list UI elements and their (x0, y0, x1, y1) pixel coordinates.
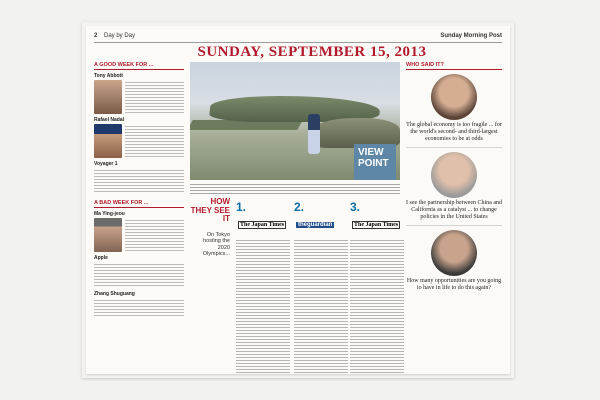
newspaper-page (86, 26, 510, 374)
page-date: SUNDAY, SEPTEMBER 15, 2013 (197, 44, 427, 60)
quote-portrait-1 (431, 74, 477, 120)
opinion-column-3 (350, 198, 404, 366)
left-column (94, 62, 184, 368)
quote-portrait-2 (431, 152, 477, 198)
bad-week-person-3: Zhang Shuguang (94, 291, 135, 297)
quote-portrait-3 (431, 230, 477, 276)
opinion-column-1 (236, 198, 290, 366)
column-number: 3. (350, 200, 361, 214)
divider (406, 147, 502, 148)
how-they-see-it-subtitle: On Tokyo hosting the 2020 Olympics... (202, 231, 230, 257)
rafael-nadal-photo (94, 124, 122, 158)
tony-abbott-photo (94, 80, 122, 114)
who-said-it-heading: WHO SAID IT? (406, 62, 502, 70)
article-text (125, 80, 184, 114)
quote-1: The global economy is too fragile ... for the world's second- and third-largest economies to be at odds (406, 122, 502, 142)
article-text (94, 298, 184, 318)
how-they-see-it-title: HOW THEY SEE IT (190, 197, 230, 223)
section-name: Day by Day (104, 33, 136, 39)
source-logo: The Japan Times (354, 222, 399, 228)
ma-ying-jeou-photo (94, 218, 122, 252)
opinion-column-2 (294, 198, 348, 366)
column-number: 2. (294, 200, 305, 214)
good-week-person-1: Tony Abbott (94, 73, 123, 79)
bad-week-heading: A BAD WEEK FOR ... (94, 200, 184, 208)
article-text (125, 124, 184, 158)
quote-2: I see the partnership between China and California as a catalyst ... to change policies in the United States (406, 200, 502, 220)
article-text (94, 168, 184, 194)
article-text (236, 238, 290, 374)
bad-week-person-2: Apple (94, 255, 108, 261)
header-rule (94, 42, 502, 43)
bad-week-person-1: Ma Ying-jeou (94, 211, 125, 217)
good-week-person-2: Rafael Nadal (94, 117, 125, 123)
good-week-person-3: Voyager 1 (94, 161, 118, 167)
article-text (294, 238, 348, 374)
source-logo: The Japan Times (240, 222, 285, 228)
good-week-heading: A GOOD WEEK FOR ... (94, 62, 184, 70)
column-number: 1. (236, 200, 247, 214)
viewpoint-badge: VIEW POINT (354, 144, 396, 180)
divider (406, 225, 502, 226)
article-text (125, 218, 184, 252)
quote-3: How many opportunities are you going to have in life to do this again? (406, 278, 502, 291)
how-they-see-it-box (190, 198, 230, 368)
page-header (94, 32, 502, 42)
page-number: 2 (94, 33, 98, 39)
right-column (406, 62, 502, 368)
child-figure (308, 114, 320, 154)
masthead: Sunday Morning Post (440, 33, 502, 39)
source-logo: theguardian (298, 222, 333, 228)
article-text (350, 238, 404, 374)
photo-caption-lines (190, 182, 400, 194)
article-text (94, 262, 184, 288)
